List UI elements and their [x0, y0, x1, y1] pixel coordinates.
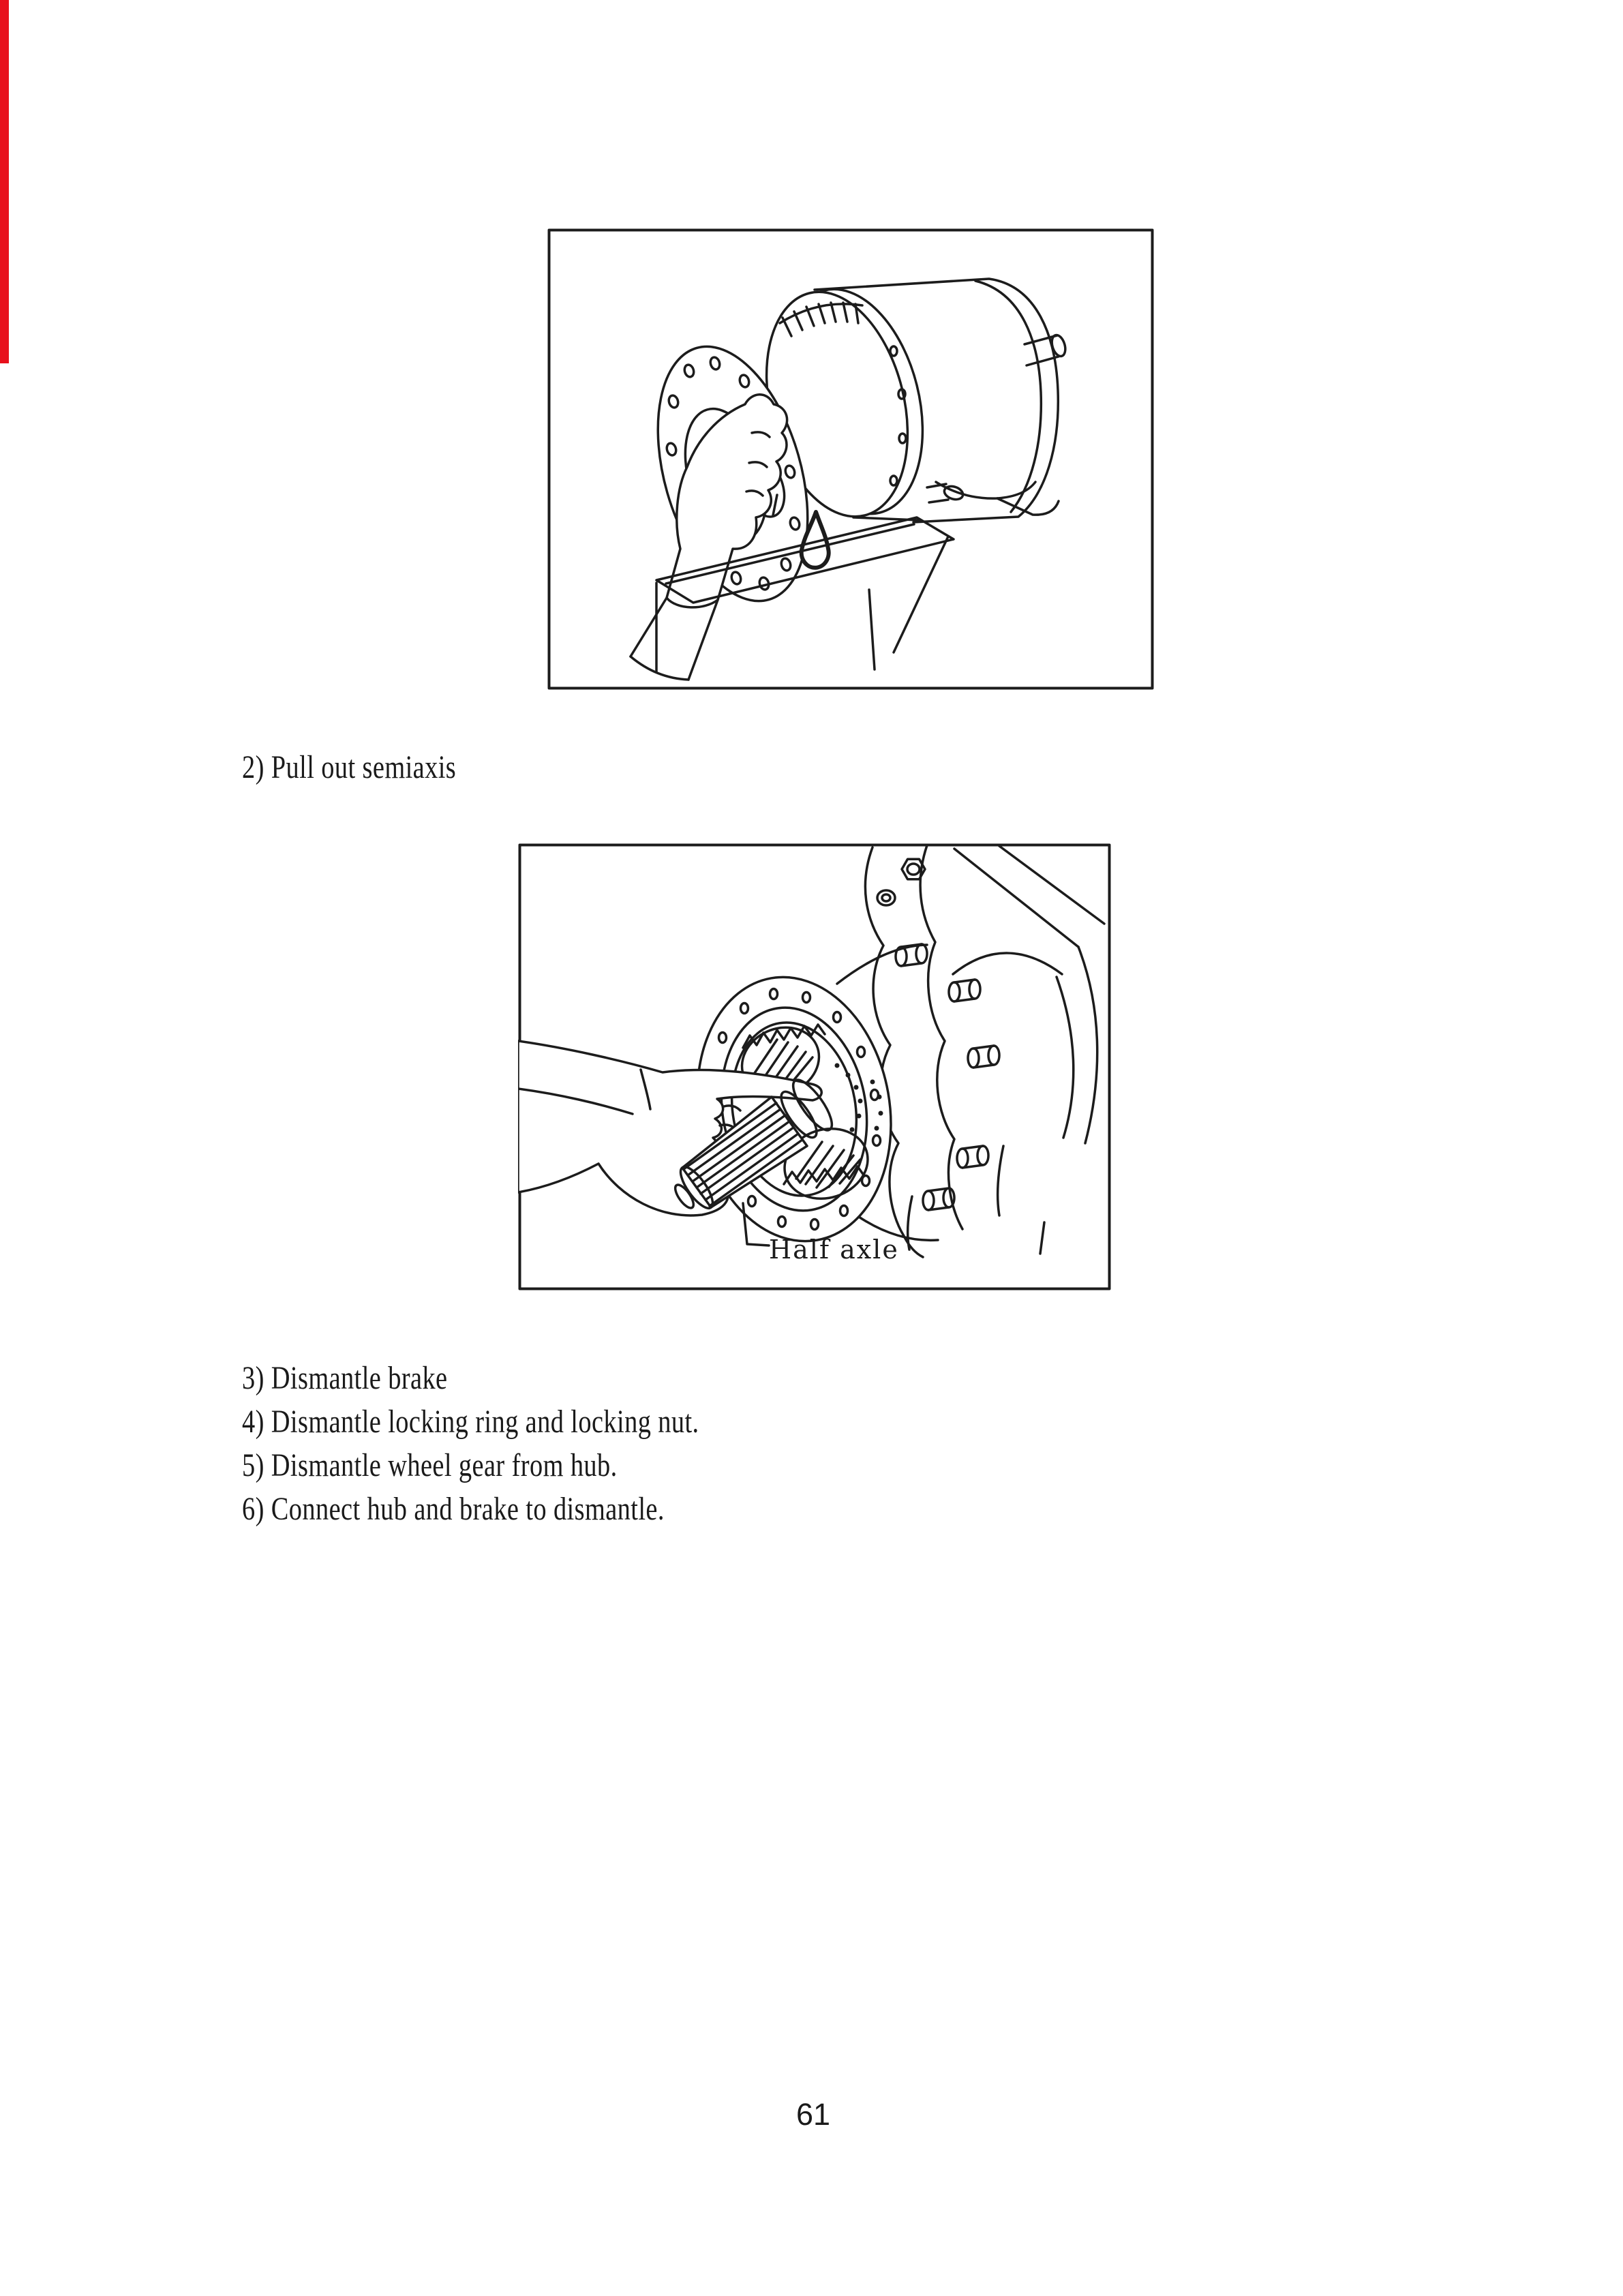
- figure-half-axle-removal: [518, 843, 1111, 1290]
- step-4-text: 4) Dismantle locking ring and locking nut.: [242, 1404, 699, 1440]
- steps-list: [242, 1357, 813, 1531]
- hub-brake-drum-illustration: [547, 228, 1154, 690]
- page-number: 61: [796, 2097, 831, 2132]
- half-axle-illustration: [518, 843, 1111, 1290]
- step-5-text: 5) Dismantle wheel gear from hub.: [242, 1447, 618, 1483]
- figure-hub-seal-removal: [547, 228, 1154, 690]
- step-3-text: 3) Dismantle brake: [242, 1360, 448, 1396]
- red-scan-edge-mark: [0, 0, 9, 363]
- step-6-text: 6) Connect hub and brake to dismantle.: [242, 1491, 665, 1527]
- half-axle-callout: Half axle: [769, 1235, 899, 1265]
- step-2-text: 2) Pull out semiaxis: [242, 749, 457, 785]
